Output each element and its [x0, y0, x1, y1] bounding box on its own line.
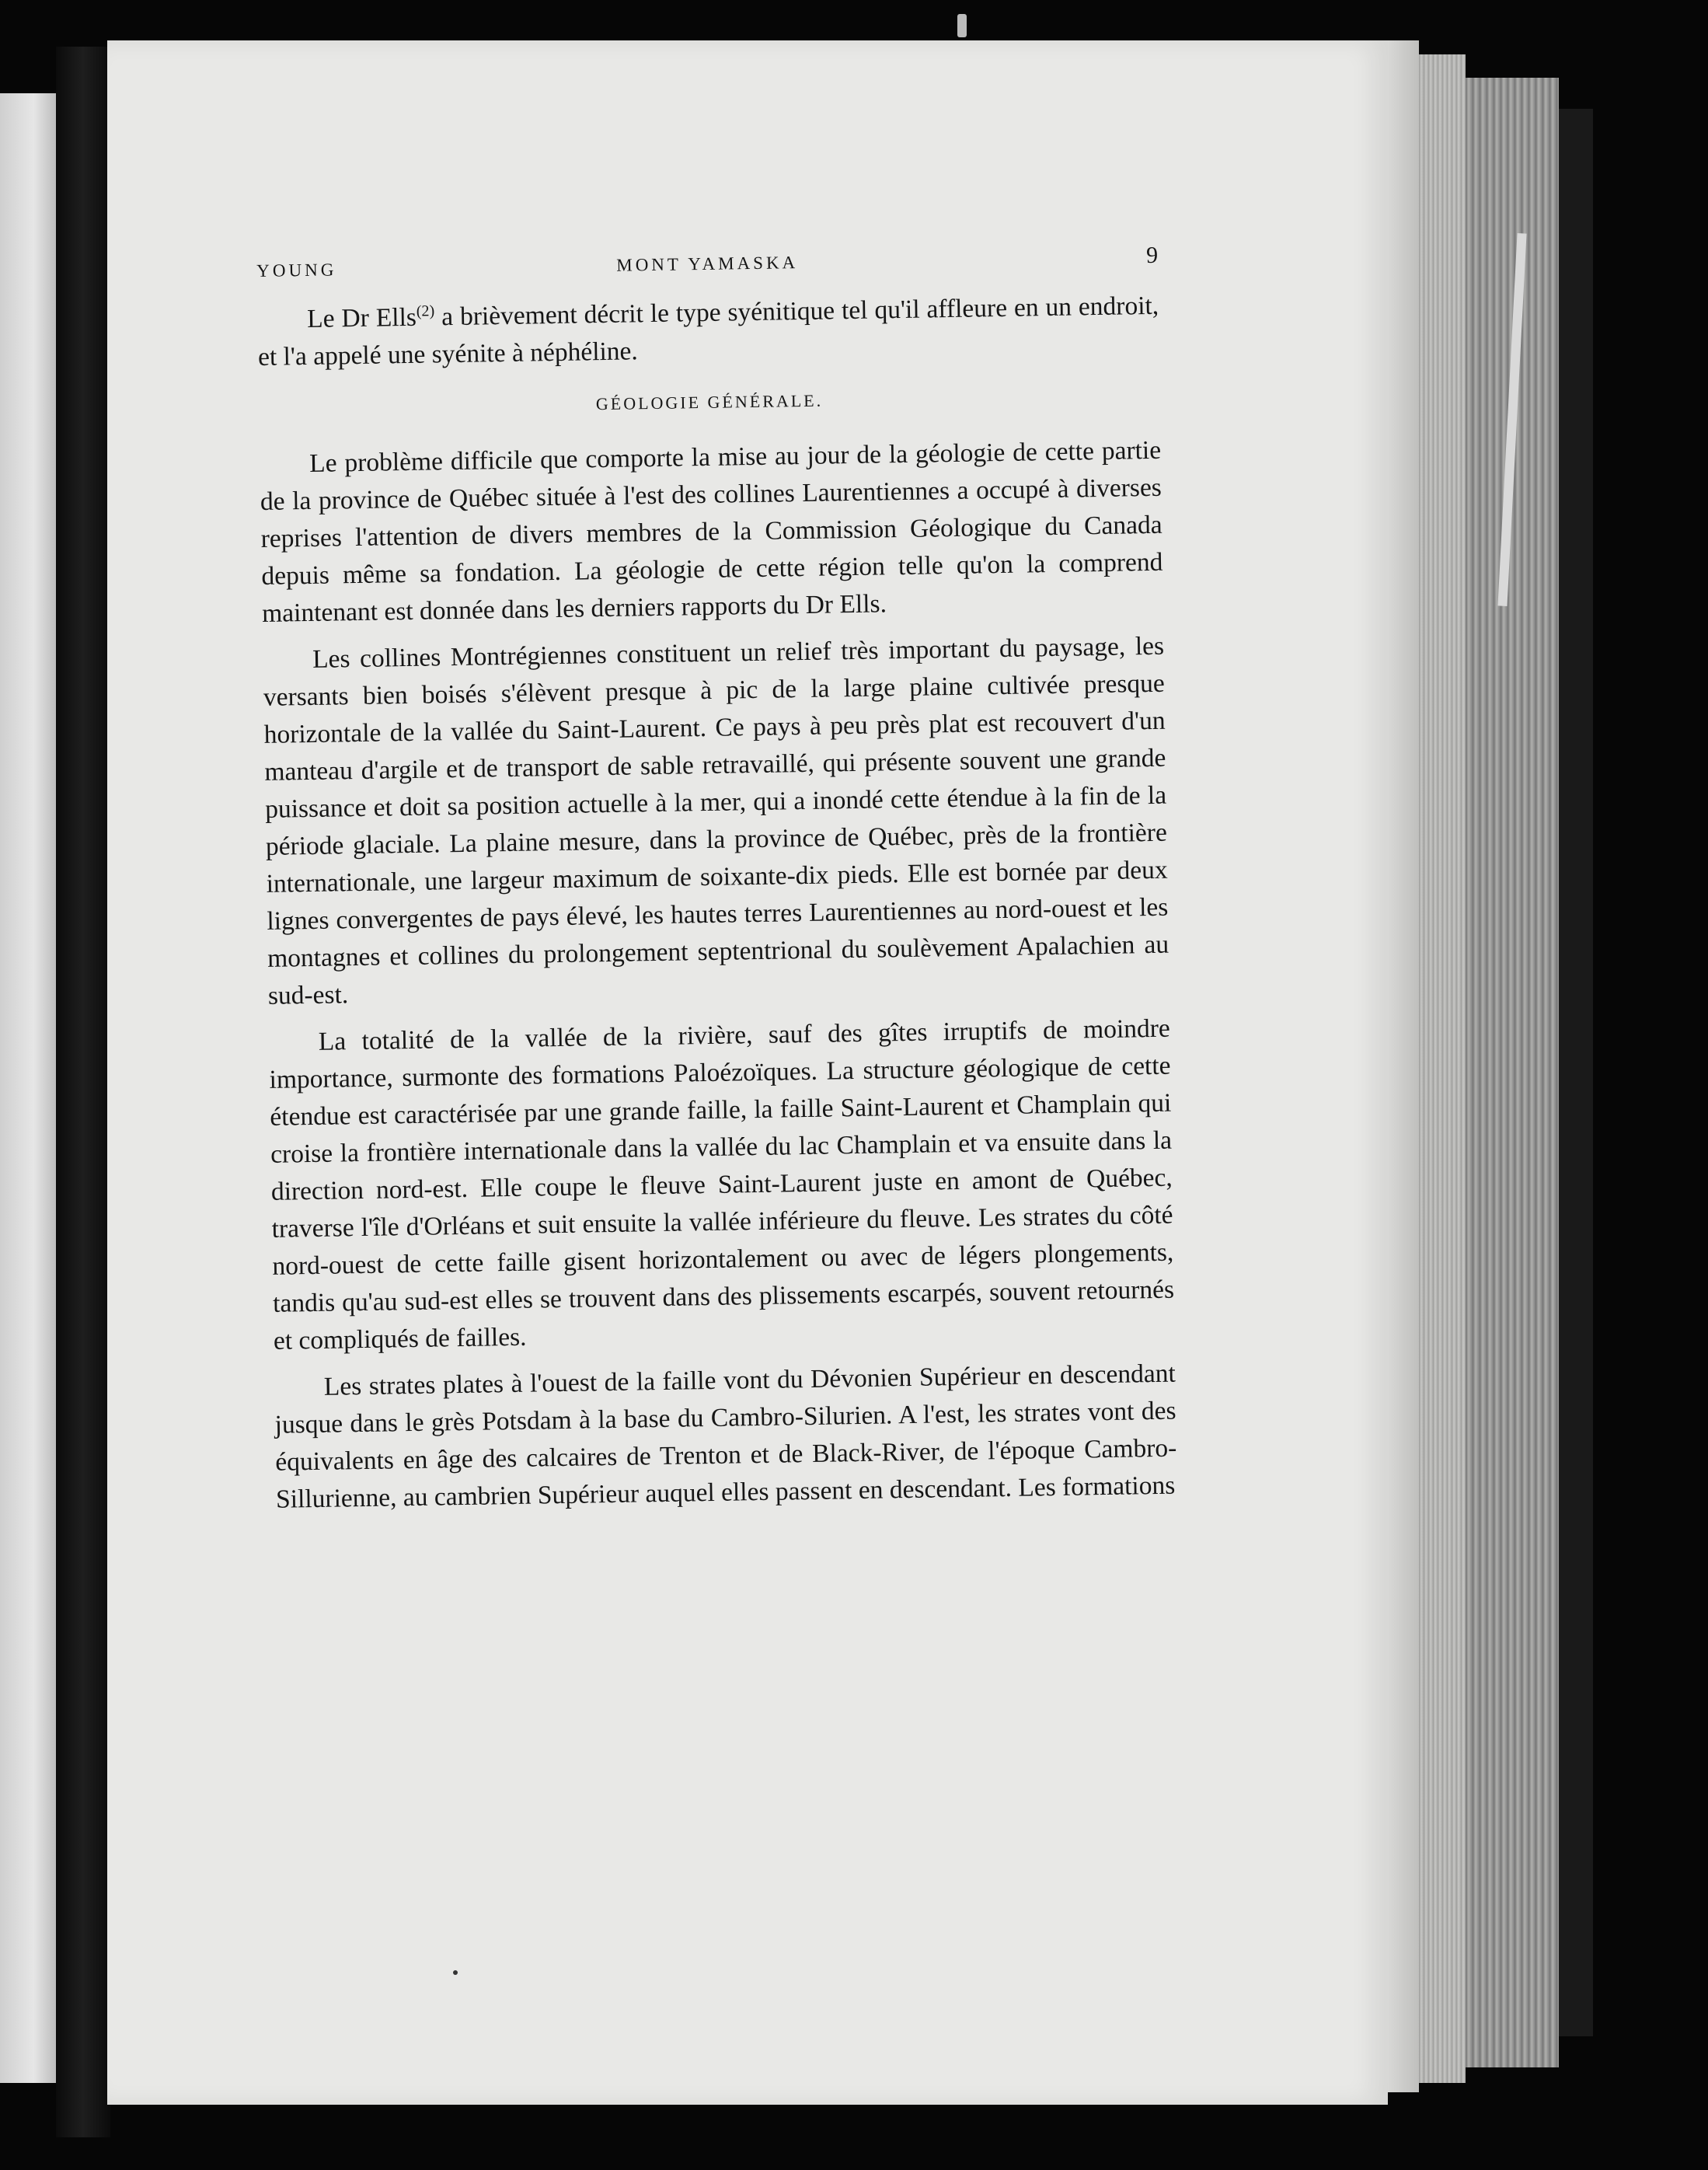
paragraph: Les collines Montrégiennes constituent un relief très important du paysage, les versants bien boisés s'élèvent presque à pic de la large plaine cultivée presque horizontale de la vallée du Saint-Laurent. Ce pays à peu près plat est recouvert d'un manteau d'argile et de transport de sable retravaillé, qui présente souvent une grande puissance et doit sa position actuelle à la mer, qui a inondé cette étendue à la fin de la période glaciale. La plaine mesure, dans la province de Québec, près de la frontière internationale, une largeur maximum de soixante-dix pieds. Elle est bornée par deux lignes convergentes de pays élevé, les hautes terres Laurentiennes au nord-ouest et les montagnes et collines du prolongement septentrional du soulèvement Apalachien au sud-est. — [263, 631, 1169, 1010]
book-cover-edge — [1559, 109, 1593, 2036]
book-gutter — [56, 47, 110, 2137]
footnote-reference: (2) — [416, 302, 435, 320]
page-text — [256, 242, 1178, 1528]
page-number: 9 — [1145, 242, 1159, 269]
ink-speck — [453, 1970, 458, 1975]
paragraph: Le problème difficile que comporte la mise au jour de la géologie de cette partie de la province de Québec située à l'est des collines Laurentiennes a occupé à diverses reprises l'attention de divers membres de la Commission Géologique du Canada depuis même sa fondation. La géologie de cette région telle qu'on la comprend maintenant est donnée dans les derniers rapports du Dr Ells. — [260, 435, 1163, 628]
intro-paragraph — [257, 288, 1159, 376]
paragraph: La totalité de la vallée de la rivière, sauf des gîtes irruptifs de moindre importance, surmonte des formations Paloézoïques. La structure géologique de cette étendue est caractérisée par une grande faille, la faille Saint-Laurent et Champlain qui croise la frontière internationale dans la vallée du lac Champlain et va ensuite dans la direction nord-est. Elle coupe le fleuve Saint-Laurent juste en amont de Québec, traverse l'île d'Orléans et suit ensuite la vallée inférieure du fleuve. Les strates du côté nord-ouest de cette faille gisent horizontalement ou avec de légers plongements, tandis qu'au sud-est elles se trouvent dans des plissements escarpés, souvent retournés et compliqués de failles. — [269, 1013, 1175, 1355]
page-stack-edge — [1419, 54, 1466, 2083]
binding-mark — [957, 14, 967, 37]
page-stack-edge — [1388, 40, 1419, 2092]
running-head-title: MONT YAMASKA — [616, 253, 799, 275]
previous-page-edge — [0, 93, 56, 2083]
paragraph: Les strates plates à l'ouest de la faille vont du Dévonien Supérieur en descendant jusque dans le grès Potsdam à la base du Cambro-Silurien. A l'est, les strates vont des équivalents en âge des calcaires de Trenton et de Black-River, de l'époque Cambro-Sillurienne, au cambrien Supérieur auquel elles passent en descendant. Les formations — [274, 1359, 1177, 1514]
section-heading: GÉOLOGIE GÉNÉRALE. — [595, 390, 824, 414]
intro-text-end: a brièvement décrit le type syénitique tel qu'il affleure en un endroit, et l'a appelé une syénite à néphéline. — [257, 291, 1159, 372]
running-head-author: YOUNG — [256, 260, 337, 281]
intro-text-start: Le Dr Ells — [306, 302, 417, 333]
